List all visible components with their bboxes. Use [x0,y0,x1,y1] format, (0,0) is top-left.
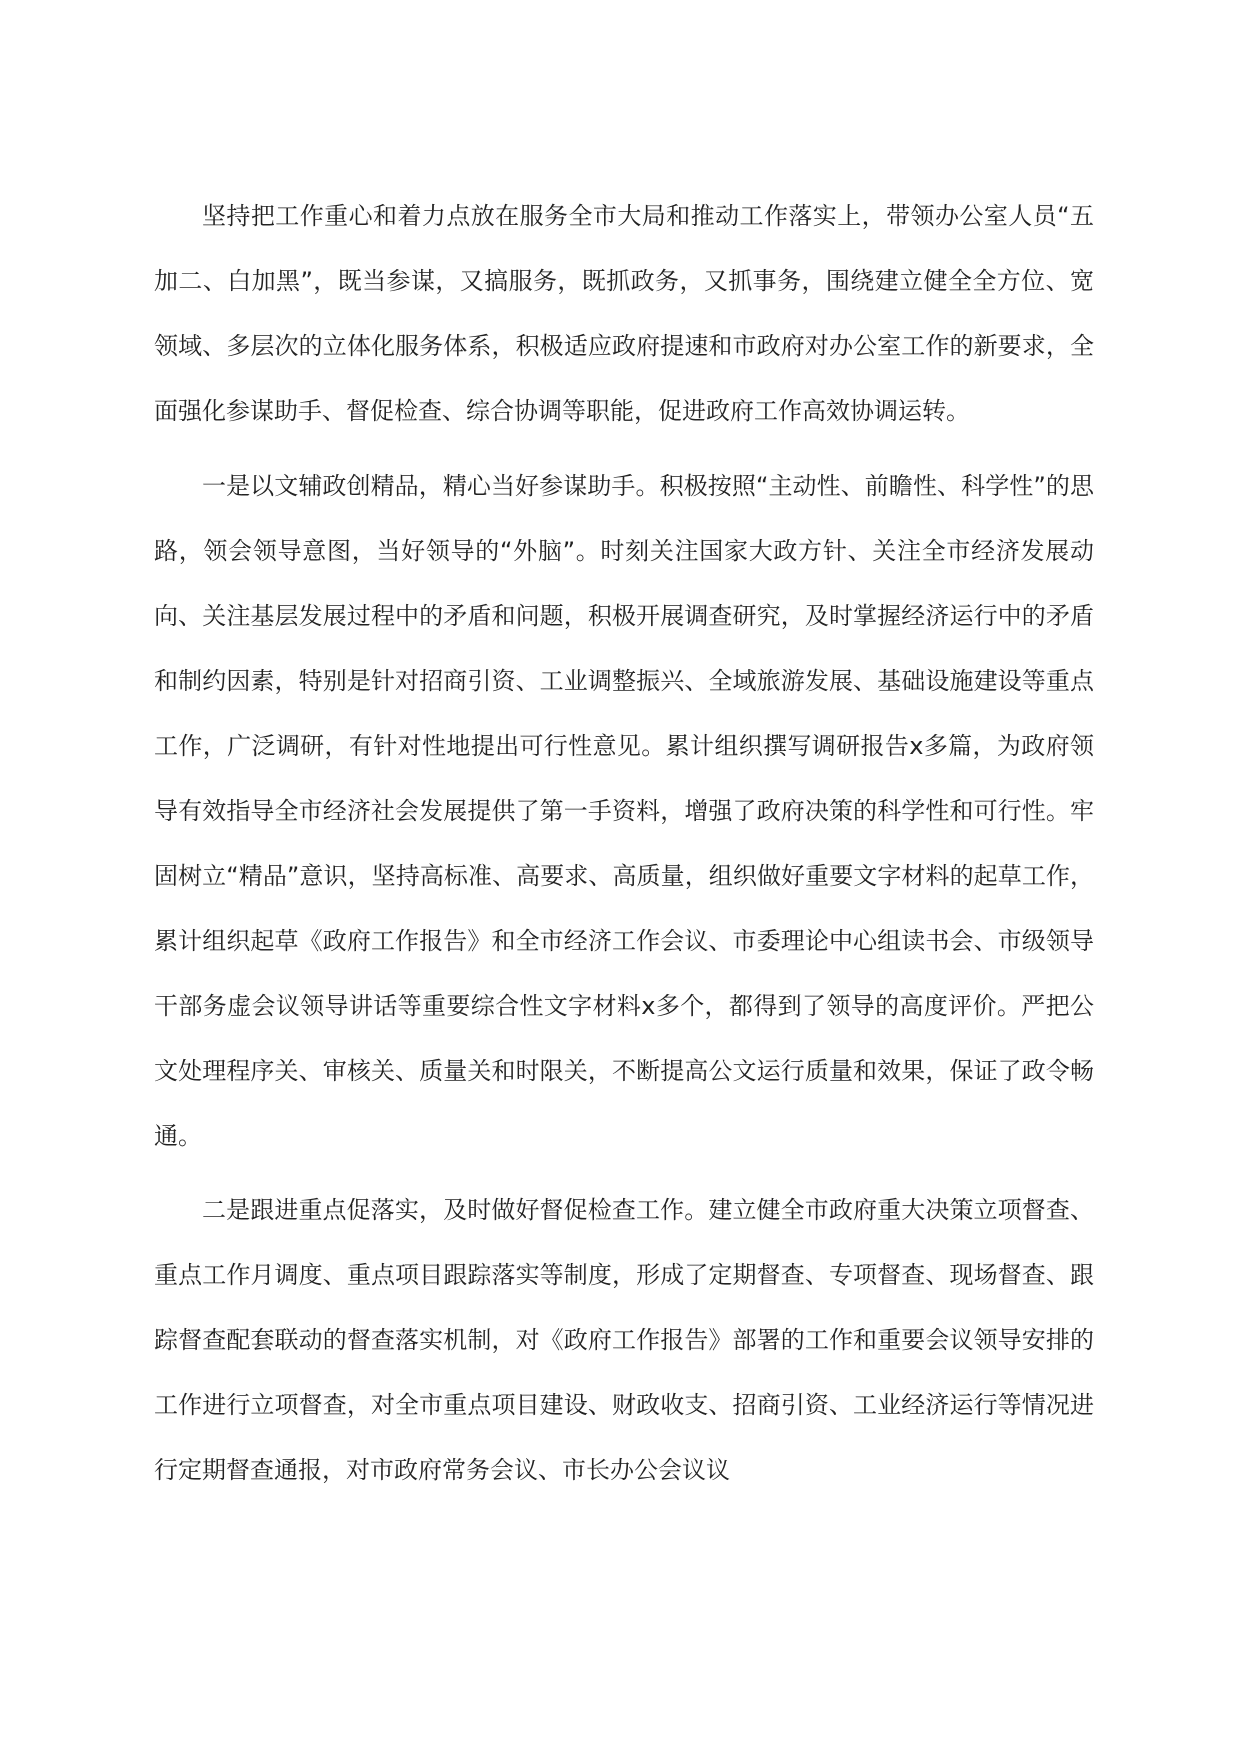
paragraph-intro: 坚持把工作重心和着力点放在服务全市大局和推动工作落实上，带领办公室人员“五加二、白加黑”，既当参谋，又搞服务，既抓政务，又抓事务，围绕建立健全全方位、宽领域、多层次的立体化服务体系，积极适应政府提速和市政府对办公室工作的新要求，全面强化参谋助手、督促检查、综合协调等职能，促进政府工作高效协调运转。 [154,202,1094,425]
document-body [154,184,1094,1503]
paragraph-staff-assistance: 一是以文辅政创精品，精心当好参谋助手。积极按照“主动性、前瞻性、科学性”的思路，领会领导意图，当好领导的“外脑”。时刻关注国家大政方针、关注全市经济发展动向、关注基层发展过程中的矛盾和问题，积极开展调查研究，及时掌握经济运行中的矛盾和制约因素，特别是针对招商引资、工业调整振兴、全域旅游发展、基础设施建设等重点工作，广泛调研，有针对性地提出可行性意见。累计组织撰写调研报告x多篇，为政府领导有效指导全市经济社会发展提供了第一手资料，增强了政府决策的科学性和可行性。牢固树立“精品”意识，坚持高标准、高要求、高质量，组织做好重要文字材料的起草工作，累计组织起草《政府工作报告》和全市经济工作会议、市委理论中心组读书会、市级领导干部务虚会议领导讲话等重要综合性文字材料x多个，都得到了领导的高度评价。严把公文处理程序关、审核关、质量关和时限关，不断提高公文运行质量和效果，保证了政令畅通。 [154,472,1094,1150]
paragraph-supervision: 二是跟进重点促落实，及时做好督促检查工作。建立健全市政府重大决策立项督查、重点工作月调度、重点项目跟踪落实等制度，形成了定期督查、专项督查、现场督查、跟踪督查配套联动的督查落实机制，对《政府工作报告》部署的工作和重要会议领导安排的工作进行立项督查，对全市重点项目建设、财政收支、招商引资、工业经济运行等情况进行定期督查通报，对市政府常务会议、市长办公会议议 [154,1196,1094,1484]
